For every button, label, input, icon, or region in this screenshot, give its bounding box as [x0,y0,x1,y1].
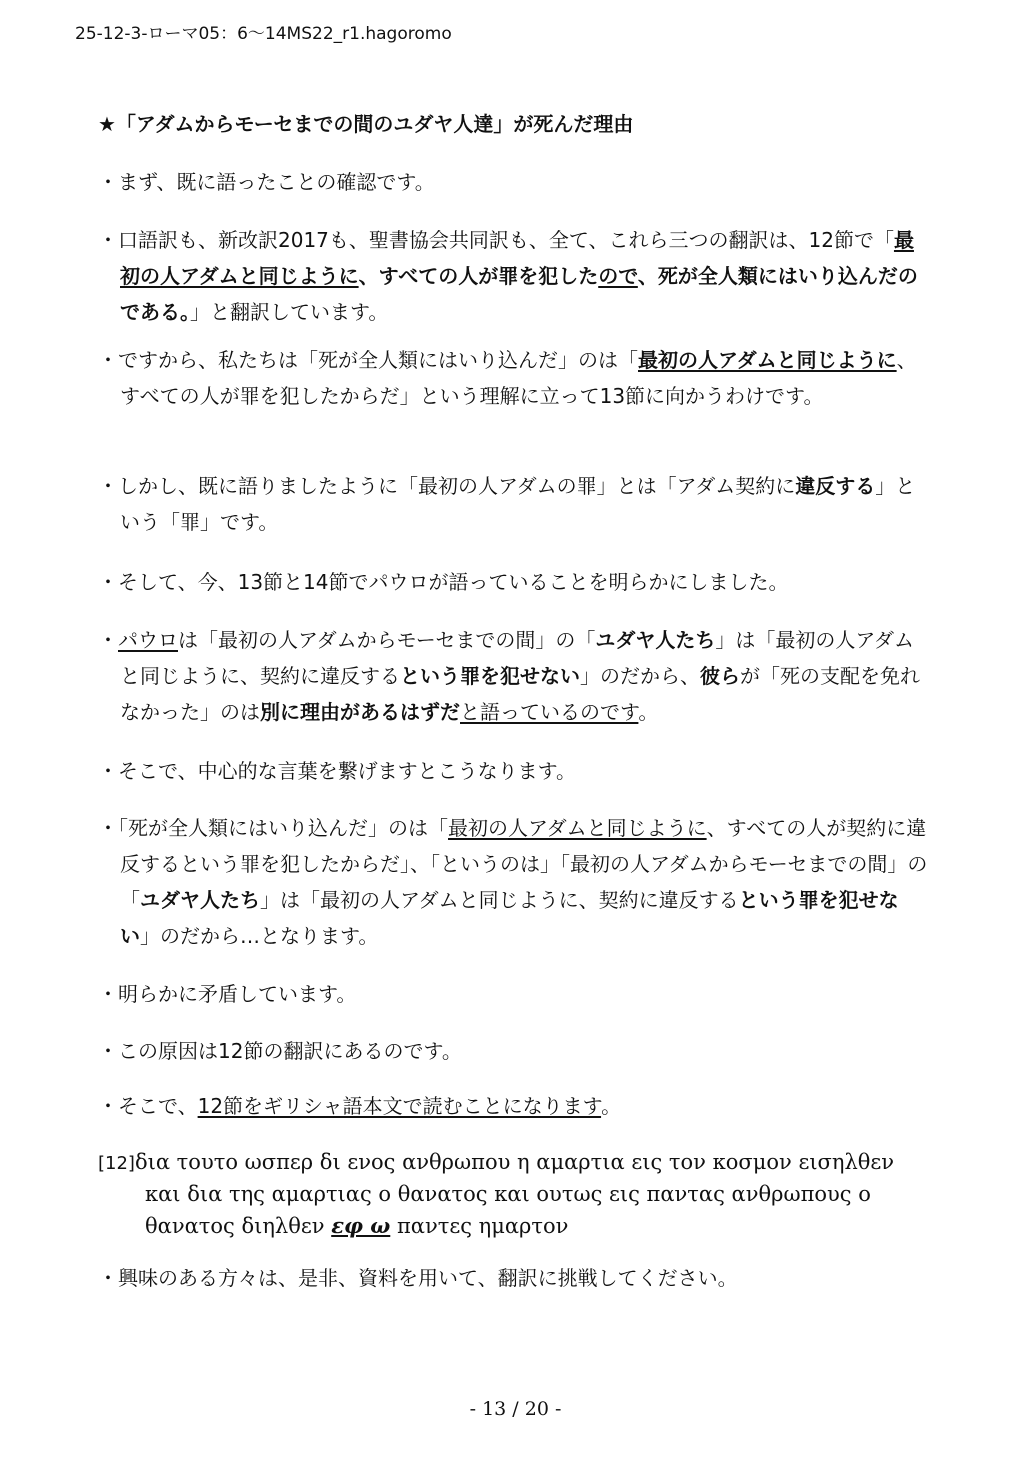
paragraph-5: ・そして、今、13節と14節でパウロが語っていることを明らかにしました。 [98,570,789,594]
paragraph-11: ・そこで、12節をギリシャ語本文で読むことになります。 [98,1094,622,1118]
paragraph-6: ・パウロは「最初の人アダムからモーセまでの間」の「ユダヤ人たち」は「最初の人アダムと同じように、契約に違反するという罪を犯せない」のだから、彼らが「死の支配を免れなかった」のは別に理由があるはずだと語っているのです。 [98,628,920,724]
paragraph-12: ・興味のある方々は、是非、資料を用いて、翻訳に挑戦してください。 [98,1266,738,1290]
paragraph-3: ・ですから、私たちは「死が全人類にはいり込んだ」のは「最初の人アダムと同じように、すべての人が罪を犯したからだ」という理解に立って13節に向かうわけです。 [98,348,917,408]
paragraph-9: ・明らかに矛盾しています。 [98,982,357,1006]
page-number: - 13 / 20 - [469,1398,562,1420]
paragraph-1: ・まず、既に語ったことの確認です。 [98,170,435,194]
verse-label: [12] [98,1153,135,1174]
greek-verse: [12]δια τουτο ωσπερ δι ενος ανθρωπου η αμαρτια εις τον κοσμον εισηλθεν και δια της αμαρτιας ο θανατος και ουτως εις παντας ανθρωπους ο θανατος διηλθεν εφ ω παντες ημαρτον [98,1150,895,1238]
paragraph-8: ・「死が全人類にはいり込んだ」のは「最初の人アダムと同じように、すべての人が契約に違反するという罪を犯したからだ」、「というのは」「最初の人アダムからモーセまでの間」の「ユダヤ人たち」は「最初の人アダムと同じように、契約に違反するという罪を犯せない」のだから…となります。 [98,816,928,948]
section-title: ★「アダムからモーセまでの間のユダヤ人達」が死んだ理由 [98,112,634,136]
document-header: 25-12-3-ローマ05：6～14MS22_r1.hagoromo [75,24,452,44]
emphasized-phrase: εφ ω [331,1213,391,1238]
paragraph-2: ・口語訳も、新改訳2017も、聖書協会共同訳も、全て、これら三つの翻訳は、12節で「最初の人アダムと同じように、すべての人が罪を犯したので、死が全人類にはいり込んだのである。」と翻訳しています。 [98,228,918,324]
paragraph-7: ・そこで、中心的な言葉を繋げますとこうなります。 [98,759,576,783]
paragraph-10: ・この原因は12節の翻訳にあるのです。 [98,1039,462,1063]
paragraph-4: ・しかし、既に語りましたように「最初の人アダムの罪」とは「アダム契約に違反する」という「罪」です。 [98,474,916,534]
